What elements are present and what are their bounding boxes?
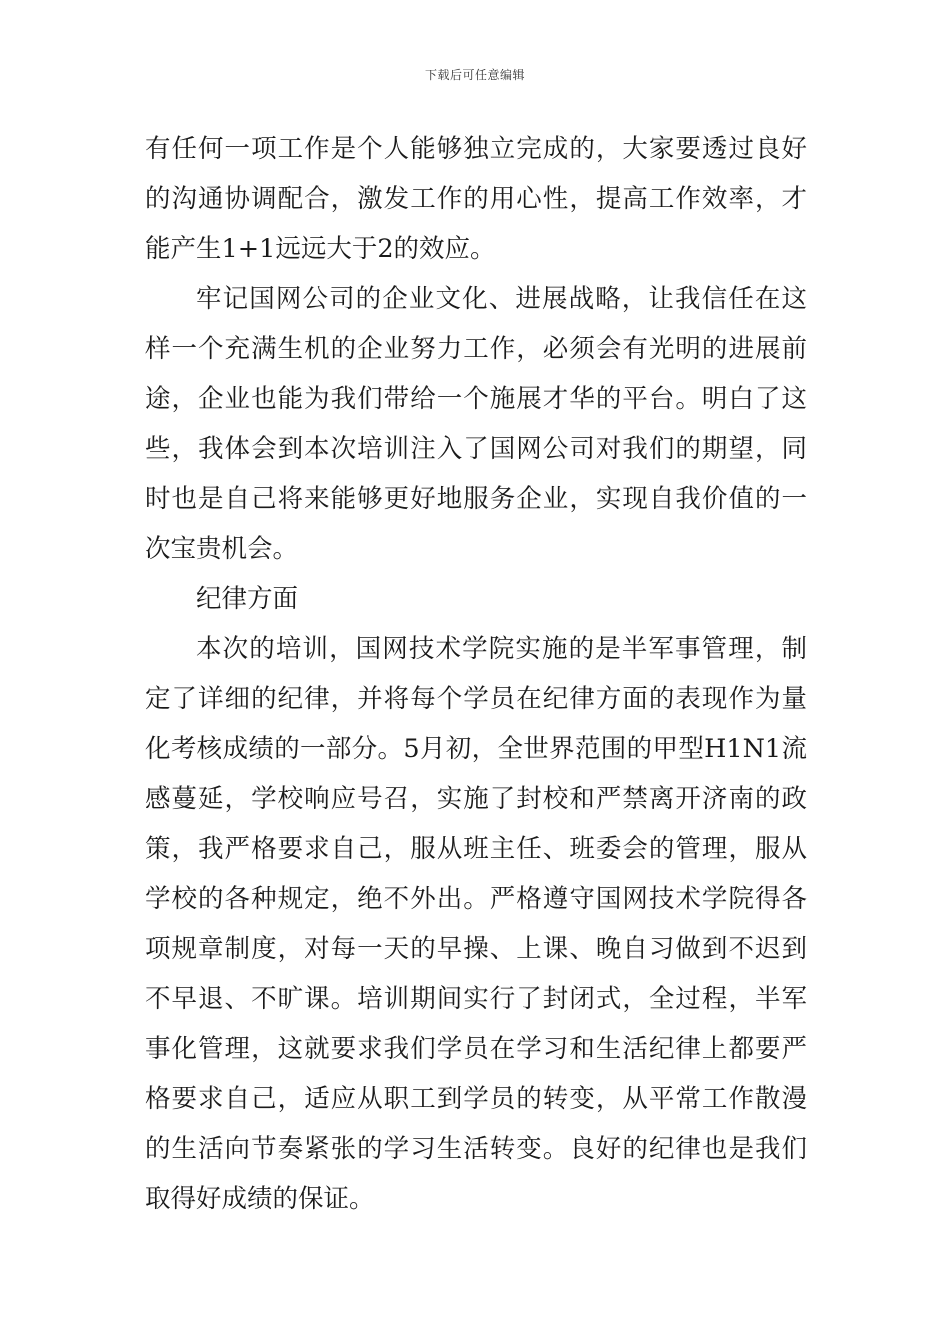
- paragraph-continuation: 有任何一项工作是个人能够独立完成的，大家要透过良好的沟通协调配合，激发工作的用心性，提高工作效率，才能产生1+1远远大于2的效应。: [145, 134, 807, 264]
- page-header: 下载后可任意编辑: [424, 68, 525, 82]
- document-body: [145, 124, 807, 1224]
- section-heading-discipline: 纪律方面: [196, 584, 299, 614]
- paragraph-discipline: 本次的培训，国网技术学院实施的是半军事管理，制定了详细的纪律，并将每个学员在纪律方面的表现作为量化考核成绩的一部分。5月初，全世界范围的甲型H1N1流感蔓延，学校响应号召，实施了封校和严禁离开济南的政策，我严格要求自己，服从班主任、班委会的管理，服从学校的各种规定，绝不外出。严格遵守国网技术学院得各项规章制度，对每一天的早操、上课、晚自习做到不迟到不早退、不旷课。培训期间实行了封闭式，全过程，半军事化管理，这就要求我们学员在学习和生活纪律上都要严格要求自己，适应从职工到学员的转变，从平常工作散漫的生活向节奏紧张的学习生活转变。良好的纪律也是我们取得好成绩的保证。: [145, 634, 807, 1214]
- paragraph-corporate-culture: 牢记国网公司的企业文化、进展战略，让我信任在这样一个充满生机的企业努力工作，必须会有光明的进展前途，企业也能为我们带给一个施展才华的平台。明白了这些，我体会到本次培训注入了国网公司对我们的期望，同时也是自己将来能够更好地服务企业，实现自我价值的一次宝贵机会。: [145, 284, 807, 564]
